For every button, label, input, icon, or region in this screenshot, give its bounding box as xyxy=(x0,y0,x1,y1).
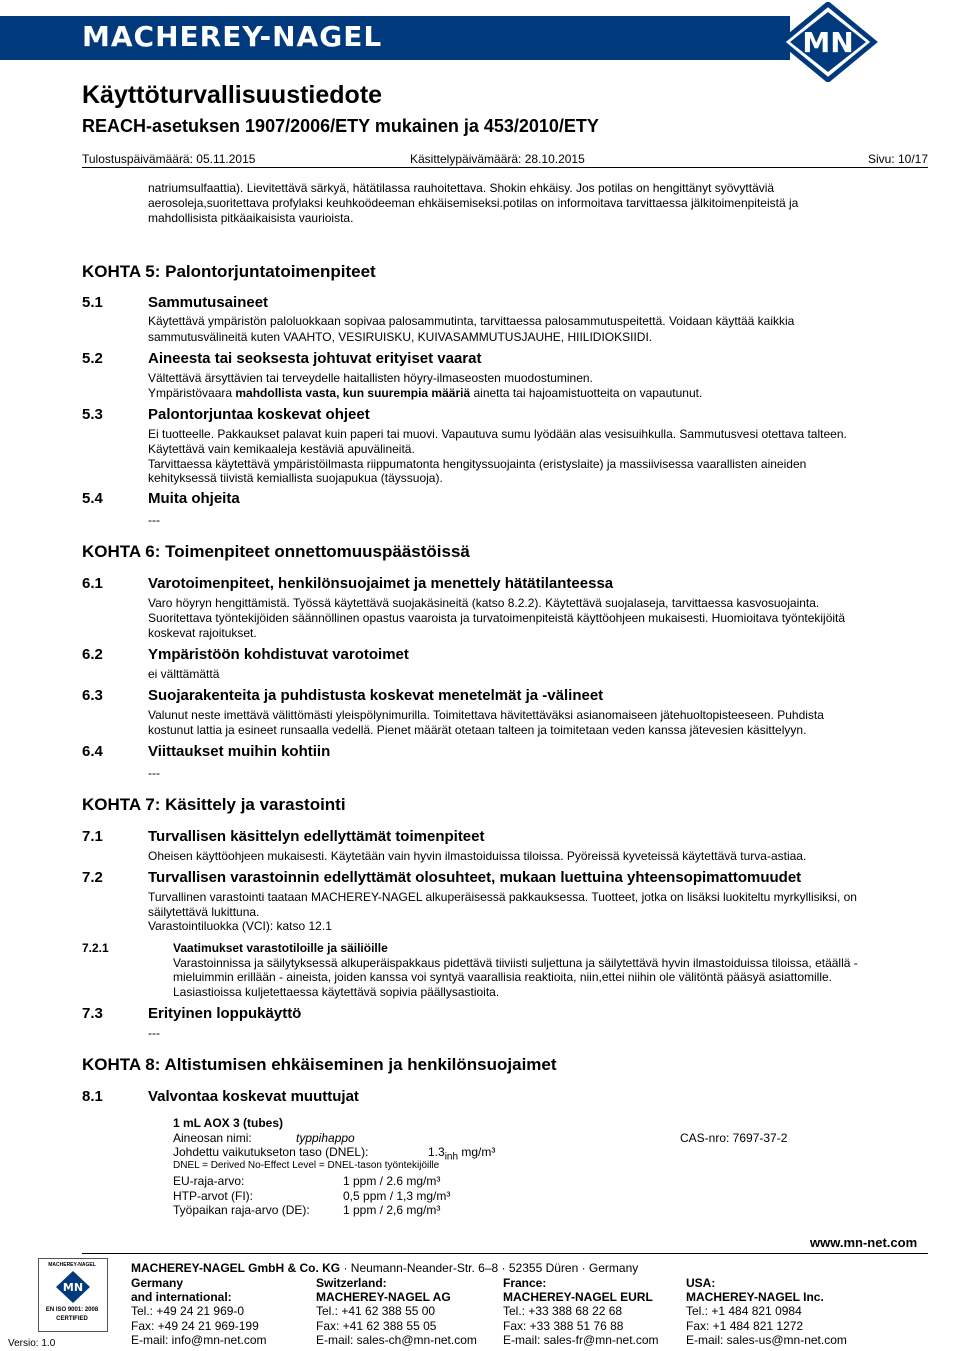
footer-col-usa xyxy=(686,1276,847,1347)
s721-line-2: mieluimmin erillään - aineista, joiden kanssa voi syntyä vaarallisia reaktioita, niin,ettei niihin ole välitöntä pääsyä asiattomille. xyxy=(173,970,832,984)
s54-title: Muita ohjeita xyxy=(148,490,240,507)
s51-num: 5.1 xyxy=(82,294,103,311)
s72-num: 7.2 xyxy=(82,869,103,886)
s62-text: ei välttämättä xyxy=(148,667,220,681)
version: Versio: 1.0 xyxy=(8,1338,56,1349)
brand-name: MACHEREY-NAGEL xyxy=(82,20,383,53)
footer-col-switzerland xyxy=(316,1276,477,1347)
s52-line-2b: mahdollista vasta, kun suurempia määriä xyxy=(235,386,471,400)
limit-label-fi: HTP-arvot (FI): xyxy=(173,1189,253,1203)
s721-title: Vaatimukset varastotiloille ja säiliöille xyxy=(173,941,388,955)
footer-col-4-email[interactable]: E-mail: sales-us@mn-net.com xyxy=(686,1332,847,1347)
logo-text: MN xyxy=(802,26,854,59)
footer-col-3-fax: Fax: +33 388 51 76 88 xyxy=(503,1318,624,1333)
s73-text: --- xyxy=(148,1026,160,1040)
footer-col-france xyxy=(503,1276,659,1347)
limit-label-de: Työpaikan raja-arvo (DE): xyxy=(173,1203,310,1217)
intro-line-1: natriumsulfaattia). Lievitettävä särkyä, hätätilassa rauhoitettava. Shokin ehkäisy. Jos potilas on hengittänyt syövyttäviä xyxy=(148,181,775,195)
s51-title: Sammutusaineet xyxy=(148,294,269,311)
s51-line-2: sammutusvälineitä kuten VAAHTO, VESIRUISKU, KUIVASAMMUTUSJAUHE, HIILIDIOKSIIDI. xyxy=(148,330,653,344)
dnel-unit: mg/m³ xyxy=(458,1145,496,1159)
s72-line-2: säilytettävä lukittuna. xyxy=(148,905,260,919)
s52-line-2 xyxy=(148,386,702,401)
cert-line-1: MACHEREY-NAGEL xyxy=(48,1262,96,1268)
s73-title: Erityinen loppukäyttö xyxy=(148,1005,302,1022)
s53-title: Palontorjuntaa koskevat ohjeet xyxy=(148,406,370,423)
footer-col-4-tel: Tel.: +1 484 821 0984 xyxy=(686,1304,802,1319)
cert-mn-icon xyxy=(55,1270,91,1304)
s53-line-2: Käytettävä vain kemikaaleja kestäviä apuvälineitä. xyxy=(148,442,415,456)
s63-line-1: Valunut neste imettävä välittömästi yleispölynimurilla. Toimitettava hävitettäväksi asianomaiseen jätehuoltopisteeseen. Puhdista xyxy=(148,708,824,722)
intro-line-3: mahdollisista pitkäaikaisista vaurioista. xyxy=(148,211,354,225)
dnel-sub: inh xyxy=(444,1151,459,1163)
s52-line-2a: Ympäristövaara xyxy=(148,386,236,400)
s721-num: 7.2.1 xyxy=(82,941,109,955)
section-6-title: KOHTA 6: Toimenpiteet onnettomuuspäästöissä xyxy=(82,542,470,561)
footer-address: · Neumann-Neander-Str. 6–8 · 52355 Düren · Germany xyxy=(340,1261,639,1275)
footer-col-1-tel: Tel.: +49 24 21 969-0 xyxy=(131,1304,245,1319)
s61-line-1: Varo höyryn hengittämistä. Työssä käytettävä suojakäsineitä (katso 8.2.2). Käytettävä suojalaseja, tarvittaessa kasvosuojainta. xyxy=(148,596,820,610)
s61-line-3: koskevat rajoitukset. xyxy=(148,626,257,640)
product-name: 1 mL AOX 3 (tubes) xyxy=(173,1116,284,1130)
s721-line-1: Varastoinnissa ja säilytyksessä alkuperäispakkaus pidettävä tiiviisti suljettuna ja säilytettävä hyvin ilmastoiduissa tiloissa, etäällä - xyxy=(173,956,858,970)
s81-num: 8.1 xyxy=(82,1088,103,1105)
page-subtitle: REACH-asetuksen 1907/2006/ETY mukainen ja 453/2010/ETY xyxy=(82,116,599,136)
footer-col-1-head2: and international: xyxy=(131,1290,232,1305)
s54-text: --- xyxy=(148,513,160,527)
limit-value-de: 1 ppm / 2,6 mg/m³ xyxy=(343,1203,441,1217)
s71-text: Oheisen käyttöohjeen mukaisesti. Käytetään vain hyvin ilmastoiduissa tiloissa. Pyöreissä kyveteissä käytettävä turva-astiaa. xyxy=(148,849,807,863)
s63-num: 6.3 xyxy=(82,687,103,704)
cert-logo-text: MN xyxy=(62,1281,84,1294)
footer-col-1-fax: Fax: +49 24 21 969-199 xyxy=(131,1318,259,1333)
footer-col-3-head1: France: xyxy=(503,1276,547,1290)
dnel-label: Johdettu vaikutukseton taso (DNEL): xyxy=(173,1145,369,1159)
s61-title: Varotoimenpiteet, henkilönsuojaimet ja menettely hätätilanteessa xyxy=(148,575,614,592)
cert-line-3: CERTIFIED xyxy=(56,1316,88,1322)
footer-col-2-head1: Switzerland: xyxy=(316,1276,387,1290)
limit-label-eu: EU-raja-arvo: xyxy=(173,1174,245,1188)
s54-num: 5.4 xyxy=(82,490,103,507)
footer-col-3-tel: Tel.: +33 388 68 22 68 xyxy=(503,1304,623,1319)
s72-title: Turvallisen varastoinnin edellyttämät olosuhteet, mukaan luettuina yhteensopimattomuudet xyxy=(148,869,802,886)
s71-num: 7.1 xyxy=(82,828,103,845)
footer-col-4-head2: MACHEREY-NAGEL Inc. xyxy=(686,1290,824,1305)
dnel-value: 1.3 xyxy=(428,1145,445,1159)
s53-line-4: kehityksessä tiivistä kemiallista suojapukua (täyssuoja). xyxy=(148,471,443,485)
s61-num: 6.1 xyxy=(82,575,103,592)
mn-logo-icon xyxy=(778,2,878,82)
footer-col-2-tel: Tel.: +41 62 388 55 00 xyxy=(316,1304,436,1319)
section-8-title: KOHTA 8: Altistumisen ehkäiseminen ja henkilönsuojaimet xyxy=(82,1055,557,1074)
processing-date: Käsittelypäivämäärä: 28.10.2015 xyxy=(410,152,585,166)
print-date: Tulostuspäivämäärä: 05.11.2015 xyxy=(82,152,256,166)
footer-col-3-head2: MACHEREY-NAGEL EURL xyxy=(503,1290,653,1305)
page-title: Käyttöturvallisuustiedote xyxy=(82,81,383,109)
header-rule xyxy=(82,167,928,168)
footer-company: MACHEREY-NAGEL GmbH & Co. KG xyxy=(131,1261,341,1275)
s52-num: 5.2 xyxy=(82,350,103,367)
s52-line-2c: ainetta tai hajoamistuotteita on vapautunut. xyxy=(470,386,703,400)
footer-col-3-email[interactable]: E-mail: sales-fr@mn-net.com xyxy=(503,1332,659,1347)
footer-col-2-head2: MACHEREY-NAGEL AG xyxy=(316,1290,451,1305)
s721-line-3: Lasiastioissa kuljetettaessa käytettävä sopivia päällysastioita. xyxy=(173,985,500,999)
footer-col-1-email[interactable]: E-mail: info@mn-net.com xyxy=(131,1332,267,1347)
footer-col-4-head1: USA: xyxy=(686,1276,716,1290)
s64-text: --- xyxy=(148,766,160,780)
footer-rule xyxy=(82,1253,928,1254)
footer-col-2-email[interactable]: E-mail: sales-ch@mn-net.com xyxy=(316,1332,477,1347)
s53-line-3: Tarvittaessa käytettävä ympäristöilmasta riippumatonta hengityssuojainta (eristyslaite) ja massiivisessa vaarallisten aineiden xyxy=(148,457,807,471)
s63-title: Suojarakenteita ja puhdistusta koskevat menetelmät ja -välineet xyxy=(148,687,604,704)
s52-title: Aineesta tai seoksesta johtuvat erityiset vaarat xyxy=(148,350,482,367)
s72-line-3: Varastointiluokka (VCI): katso 12.1 xyxy=(148,919,332,933)
dnel-note: DNEL = Derived No-Effect Level = DNEL-tason työntekijöille xyxy=(173,1160,440,1171)
intro-line-2: aerosoleja,suoritettava profylaksi keuhkoödeeman ehkäisemiseksi.potilas on informoitava tarvittaessa jälkitoimenpiteistä ja xyxy=(148,196,799,210)
ingredient-value: typpihappo xyxy=(296,1131,355,1145)
s53-num: 5.3 xyxy=(82,406,103,423)
section-5-title: KOHTA 5: Palontorjuntatoimenpiteet xyxy=(82,262,376,281)
s64-num: 6.4 xyxy=(82,743,103,760)
cert-line-2: EN ISO 9001: 2008 xyxy=(45,1307,99,1313)
limit-value-eu: 1 ppm / 2.6 mg/m³ xyxy=(343,1174,441,1188)
footer-col-4-fax: Fax: +1 484 821 1272 xyxy=(686,1318,804,1333)
cas-number: CAS-nro: 7697-37-2 xyxy=(680,1131,788,1145)
footer-col-1-head1: Germany xyxy=(131,1276,184,1290)
header-banner xyxy=(0,0,960,74)
page-number: Sivu: 10/17 xyxy=(867,152,928,166)
s71-title: Turvallisen käsittelyn edellyttämät toimenpiteet xyxy=(148,828,485,845)
footer-col-germany xyxy=(131,1276,267,1347)
s62-title: Ympäristöön kohdistuvat varotoimet xyxy=(148,646,409,663)
s51-line-1: Käytettävä ympäristön paloluokkaan sopivaa palosammutinta, tarvittaessa palosammutuspeitettä. Voidaan käyttää kaikkia xyxy=(148,314,795,328)
section-7-title: KOHTA 7: Käsittely ja varastointi xyxy=(82,795,346,814)
footer-col-2-fax: Fax: +41 62 388 55 05 xyxy=(316,1318,437,1333)
limit-value-fi: 0,5 ppm / 1,3 mg/m³ xyxy=(343,1189,451,1203)
s72-line-1: Turvallinen varastointi taataan MACHEREY-NAGEL alkuperäisessä pakkauksessa. Tuotteet, jotka on lisäksi luokiteltu myrkyllisiksi, on xyxy=(148,890,857,904)
footer-company-line xyxy=(131,1261,638,1275)
iso-certificate-logo xyxy=(38,1258,108,1332)
s63-line-2: kostunut lattia ja esineet runsaalla vedellä. Pienet määrät otetaan talteen ja toimitetaan veden kanssa jätevesien käsittelyyn. xyxy=(148,723,807,737)
s64-title: Viittaukset muihin kohtiin xyxy=(148,743,331,760)
s52-line-1: Vältettävä ärsyttävien tai terveydelle haitallisten höyry-ilmaseosten muodostuminen. xyxy=(148,371,593,385)
s81-title: Valvontaa koskevat muuttujat xyxy=(148,1088,359,1105)
ingredient-label: Aineosan nimi: xyxy=(173,1131,252,1145)
s73-num: 7.3 xyxy=(82,1005,103,1022)
footer-website[interactable]: www.mn-net.com xyxy=(810,1235,918,1250)
s62-num: 6.2 xyxy=(82,646,103,663)
s61-line-2: Suoritettava työntekijöiden säännöllinen opastus vaaroista ja turvatoimenpiteistä käyttöohjeen mukaisesti. Huomioitava työntekijöitä xyxy=(148,611,846,625)
s53-line-1: Ei tuotteelle. Pakkaukset palavat kuin paperi tai muovi. Vapautuva sumu lyödään alas vesisuihkulla. Sammutusvesi otettava talteen. xyxy=(148,427,847,441)
